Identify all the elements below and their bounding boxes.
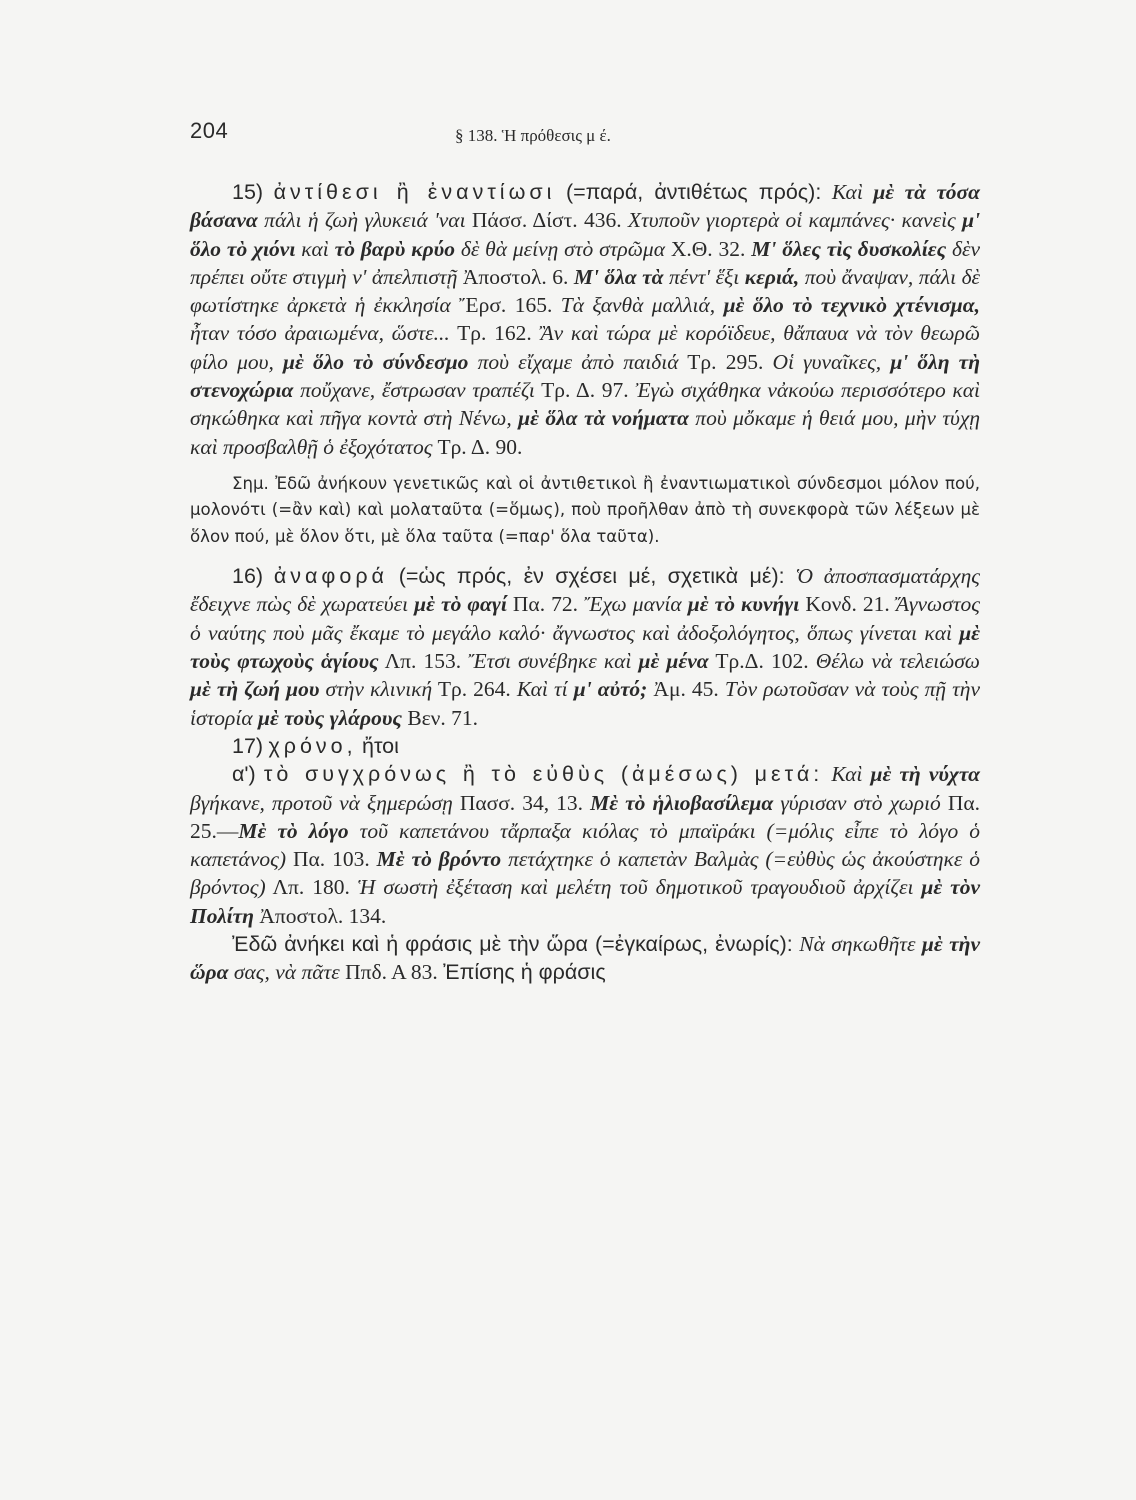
source-reference: Ππδ. Α 83. xyxy=(345,960,438,985)
source-reference: Πάσσ. Δίστ. 436. xyxy=(471,208,622,233)
paragraph-17a xyxy=(190,760,980,930)
source-reference: Πα. 72. xyxy=(512,592,579,617)
example-text: Ὁ ἀποσπασματάρχης ἔδειχνε πὼς δὲ χωρατεύει xyxy=(190,564,981,617)
example-text: πετάχτηκε ὁ καπετὰν Βαλμὰς (=εὐθὺς ὡς ἀκούστηκε ὁ βρόντος) xyxy=(190,847,981,900)
page-number: 204 xyxy=(190,118,229,143)
source-reference: Ἀμ. 45. xyxy=(653,677,719,702)
example-emphasis: μὲ ὅλα τὰ νοήματα xyxy=(518,406,689,431)
source-reference: Ἔρσ. 165. xyxy=(459,293,553,318)
example-emphasis: Μ' ὅλες τὶς δυσκολίες xyxy=(751,236,947,261)
example-text: ποὔχανε, ἔστρωσαν τραπέζι xyxy=(300,378,535,403)
source-reference: Τρ. 162. xyxy=(457,321,532,346)
example-text: Νὰ σηκωθῆτε xyxy=(799,932,916,957)
example-emphasis: κεριά, xyxy=(744,264,800,289)
paragraph-16 xyxy=(190,562,980,732)
page-header xyxy=(190,118,980,148)
section-heading: ἀναφορά xyxy=(273,564,388,589)
source-reference: Λπ. 180. xyxy=(272,875,350,900)
example-text: Τὰ ξανθὰ μαλλιά, xyxy=(560,293,716,318)
source-reference: Πασσ. 34, 13. xyxy=(459,790,584,815)
example-text: στὴν κλινική xyxy=(325,677,433,702)
source-reference: Τρ. 264. xyxy=(437,677,511,702)
example-emphasis: Μ' ὅλα τὰ xyxy=(573,264,664,289)
section-heading: τὸ συγχρόνως ἢ τὸ εὐθὺς (ἀμέσως) μετά: xyxy=(263,762,824,787)
source-reference: Βεν. 71. xyxy=(407,705,479,730)
example-emphasis: μ' ὅλη τὴ στενοχώρια xyxy=(190,349,981,403)
paragraph-final xyxy=(190,930,980,987)
source-reference: Λπ. 153. xyxy=(384,649,462,674)
section-heading: χρόνο, xyxy=(268,733,357,758)
example-text: σας, νὰ πᾶτε xyxy=(233,960,340,985)
example-emphasis: μὲ ὅλο τὸ σύνδεσμο xyxy=(283,349,469,374)
example-text: ποὺ ἄναψαν, πάλι δὲ φωτίστηκε ἀρκετὰ ἡ ἐκκλησία xyxy=(190,264,981,318)
body-text: Ἐδῶ ἀνήκει καὶ ἡ φράσις μὲ τὴν ὥρα (=ἐγκαίρως, ἐνωρίς): xyxy=(232,932,793,957)
example-text: δὲ θὰ μείνῃ στὸ στρῶμα xyxy=(460,236,665,261)
example-emphasis: μὲ τοὺς γλάρους xyxy=(257,705,402,730)
example-emphasis: μὲ ὅλο τὸ τεχνικὸ χτένισμα, xyxy=(723,293,981,318)
example-emphasis: Μὲ τὸ βρόντο xyxy=(376,847,502,872)
gloss: (=ὡς πρός, ἐν σχέσει μέ, σχετικὰ μέ): xyxy=(398,564,785,589)
example-text: ἦταν τόσο ἀραιωμένα, ὥστε... xyxy=(190,321,450,346)
note-label: Σημ. xyxy=(232,473,269,493)
source-reference: Τρ.Δ. 102. xyxy=(715,649,809,674)
example-emphasis: μὲ τὸν Πολίτη xyxy=(190,875,980,928)
example-text: Ἡ σωστὴ ἐξέταση καὶ μελέτη τοῦ δημοτικοῦ τραγουδιοῦ ἀρχίζει xyxy=(357,875,914,900)
example-text: Καὶ τί xyxy=(516,677,568,702)
source-reference: Τρ. 295. xyxy=(687,349,764,374)
running-head: § 138. Ἡ πρόθεσις μ έ. xyxy=(455,126,611,145)
example-text: Ἔχω μανία xyxy=(584,592,682,617)
example-text: βγήκανε, προτοῦ νὰ ξημερώσῃ xyxy=(190,790,453,815)
item-number: 17) xyxy=(232,733,264,758)
dash: — xyxy=(216,818,239,843)
example-emphasis: μὲ τὸ φαγί xyxy=(414,592,507,617)
source-reference: Κονδ. 21. xyxy=(805,592,890,617)
example-text: γύρισαν στὸ χωριό xyxy=(780,790,941,815)
source-reference: Τρ. Δ. 90. xyxy=(437,434,523,459)
source-reference: Ἀποστολ. 134. xyxy=(259,903,387,928)
example-text: Τὸν ρωτοῦσαν νὰ τοὺς πῇ τὴν ἱστορία xyxy=(190,677,981,730)
example-text: ποὺ μὄκαμε ἡ θειά μου, μὴν τύχῃ καὶ προσβαλθῇ ὁ ἐξοχότατος xyxy=(190,406,981,459)
example-text: Καὶ xyxy=(831,180,863,204)
example-text: Ἄγνωστος ὁ ναύτης ποὺ μᾶς ἔκαμε τὸ μεγάλο καλό· ἄγνωστος καὶ ἀδοξολόγητος, ὅπως γίνεται καὶ xyxy=(190,592,980,645)
note-text: Ἐδῶ ἀνήκουν γενετικῶς καὶ οἱ ἀντιθετικοὶ ἢ ἐναντιωματικοὶ σύνδεσμοι μόλον πού, μολονότι (=ἂν καὶ) καὶ μολαταῦτα (=ὅμως), ποὺ προῆλθαν ἀπὸ τὴ συνεκφορὰ τῶν λέξεων μὲ ὅλον πού, μὲ ὅλον ὅτι, μὲ ὅλα ταῦτα (=παρ' ὅλα ταῦτα). xyxy=(190,473,980,546)
example-text: Ἂν καὶ τώρα μὲ κορόϊδευε, θἄπαυα νὰ τὸν θεωρῶ φίλο μου, xyxy=(190,321,980,374)
subitem-label: α') xyxy=(232,762,256,787)
example-emphasis: μὲ τὴν ὥρα xyxy=(190,932,981,985)
example-text: πάλι ἡ ζωὴ γλυκειά 'ναι xyxy=(264,208,466,233)
source-reference: Πα. 25. xyxy=(190,790,981,843)
source-reference: Χ.Θ. 32. xyxy=(670,236,746,261)
example-emphasis: μ' αὐτό; xyxy=(573,677,648,702)
example-emphasis: μὲ τοὺς φτωχοὺς ἁγίους xyxy=(190,620,980,674)
example-emphasis: μὲ τὴ ζωή μου xyxy=(190,677,320,702)
body-text: Ἐπίσης ἡ φράσις xyxy=(443,960,606,985)
paragraph-17 xyxy=(190,732,980,760)
source-reference: Ἀποστολ. 6. xyxy=(462,264,569,289)
example-text: Ἐγὼ σιχάθηκα νἀκούω περισσότερο καὶ σηκώθηκα καὶ πῆγα κοντὰ στὴ Νένω, xyxy=(190,378,980,431)
example-text: Θέλω νὰ τελειώσω xyxy=(815,649,980,674)
example-emphasis: μὲ τὸ κυνήγι xyxy=(687,592,800,617)
example-text: Ἔτσι συνέβηκε καὶ xyxy=(468,649,632,674)
example-text: Οἱ γυναῖκες, xyxy=(772,349,882,374)
heading-tail: ἤτοι xyxy=(361,733,399,758)
source-reference: Τρ. Δ. 97. xyxy=(541,378,629,403)
example-emphasis: Μὲ τὸ ἡλιοβασίλεμα xyxy=(590,790,774,815)
paragraph-15 xyxy=(190,178,980,461)
source-reference: Πα. 103. xyxy=(292,847,370,872)
page-body xyxy=(190,178,980,987)
example-emphasis: μ' ὅλο τὸ χιόνι xyxy=(190,208,981,261)
example-text: δὲν πρέπει οὔτε στιγμὴ ν' ἀπελπιστῇ xyxy=(190,236,981,289)
example-emphasis: τὸ βαρὺ κρύο xyxy=(334,236,455,261)
example-emphasis: μὲ μένα xyxy=(638,649,709,674)
example-emphasis: Μὲ τὸ λόγο xyxy=(238,818,349,843)
gloss: (=παρά, ἀντιθέτως πρός): xyxy=(565,180,822,204)
note-paragraph xyxy=(190,471,980,550)
example-emphasis: μὲ τὴ νύχτα xyxy=(870,762,981,787)
example-text: πέντ' ἕξι xyxy=(669,264,740,289)
item-number: 16) xyxy=(232,564,264,589)
example-text: τοῦ καπετάνου τἄρπαξα κιόλας τὸ μπαϊράκι (=μόλις εἶπε τὸ λόγο ὁ καπετάνος) xyxy=(190,818,981,872)
item-number: 15) xyxy=(232,180,264,204)
section-heading: ἀντίθεσι ἢ ἐναντίωσι xyxy=(273,180,556,204)
example-text: Χτυποῦν γιορτερὰ οἱ καμπάνες· κανεὶς xyxy=(627,208,956,233)
example-text: ποὺ εἴχαμε ἀπὸ παιδιά xyxy=(477,349,679,374)
example-text: Καὶ xyxy=(831,762,863,787)
example-text: καὶ xyxy=(301,236,329,261)
example-emphasis: μὲ τὰ τόσα βάσανα xyxy=(190,180,981,233)
